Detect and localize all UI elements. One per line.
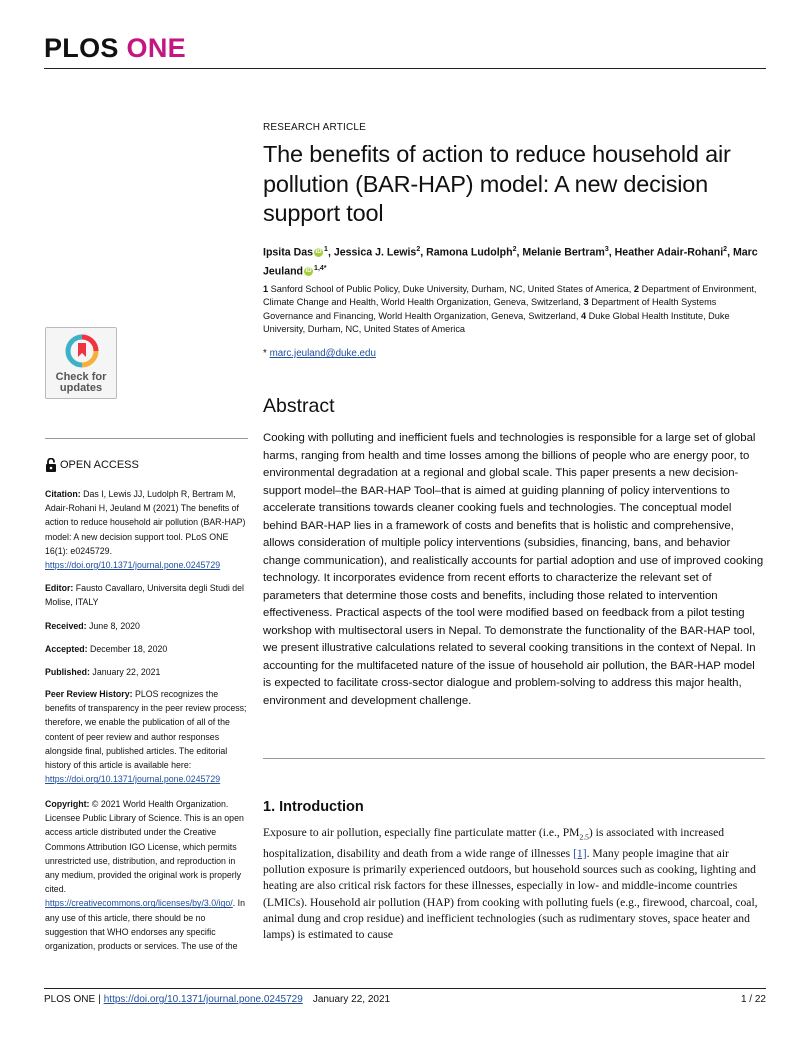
- author-name: Jessica J. Lewis: [333, 246, 417, 259]
- article-title: The benefits of action to reduce household air pollution (BAR-HAP) model: A new decision support tool: [263, 141, 731, 226]
- license-link[interactable]: https://creativecommons.org/licenses/by/3.0/igo/: [45, 898, 233, 909]
- affiliation-number: 2: [633, 284, 642, 294]
- affiliation-text: Department of Health Systems Governance and Financing, World Health Organization, Geneva, Switzerland,: [263, 297, 717, 321]
- reference-link[interactable]: [1]: [573, 846, 587, 860]
- affiliation-text: Duke Global Health Institute, Duke University, Durham, NC, United States of America: [263, 310, 730, 335]
- affiliation-number: 3: [583, 297, 592, 308]
- footer-date: January 22, 2021: [312, 994, 391, 1005]
- peer-review-link[interactable]: https://doi.org/10.1371/journal.pone.0245729: [45, 774, 221, 785]
- footer-journal: PLOS ONE: [44, 994, 96, 1005]
- received-block: Received: June 8, 2020: [45, 621, 140, 631]
- peer-review-block: Peer Review History: PLOS recognizes the benefits of transparency in the peer review process; therefore, we enable the publication of all of the content of peer review and author responses alongside final, published articles. The editorial history of this article is available here: https://doi.org/10.1371/journal.pone.0245729: [45, 689, 247, 785]
- corresponding-author: * marc.jeuland@duke.edu: [263, 348, 376, 359]
- author-name: Heather Adair-Rohani: [614, 246, 724, 259]
- author-affiliation-marker: 2: [416, 246, 421, 253]
- author-affiliation-marker: 2: [512, 246, 517, 253]
- header-rule: [44, 68, 766, 69]
- affiliation-number: 4: [581, 310, 589, 321]
- author-name: Melanie Bertram: [522, 246, 605, 259]
- crossmark-icon: [64, 333, 100, 369]
- citation-doi-link[interactable]: https://doi.org/10.1371/journal.pone.0245729: [45, 560, 221, 571]
- corresponding-email-link[interactable]: marc.jeuland@duke.edu: [269, 348, 376, 359]
- author-affiliation-marker: 2: [723, 246, 728, 253]
- author-affiliation-marker: 3: [604, 246, 609, 253]
- affiliation-text: Department of Environment, Climate Change and Health, World Health Organization, Geneva, Switzerland,: [263, 284, 757, 308]
- affiliation-text: Sanford School of Public Policy, Duke University, Durham, NC, United States of America,: [270, 284, 634, 294]
- author-name: Ramona Ludolph: [426, 246, 513, 259]
- author-affiliation-marker: 1: [324, 246, 328, 253]
- accepted-block: Accepted: December 18, 2020: [45, 644, 168, 654]
- affiliation-number: 1: [263, 284, 271, 294]
- journal-logo: [44, 33, 186, 64]
- citation-block: Citation: Das I, Lewis JJ, Ludolph R, Bertram M, Adair-Rohani H, Jeuland M (2021) The benefits of action to reduce household air pollution (BAR-HAP) model: A new decision support tool. PLoS ONE 16(1): e0245729. https://doi.org/10.1371/journal.pone.0245729: [45, 489, 246, 571]
- crossmark-label: Check for updates: [55, 371, 107, 394]
- abstract-text: Cooking with polluting and inefficient fuels and technologies is responsible for a large set of global harms, ranging from health and time losses among the billions of people who are energy poor, to environmental degradation at a regional and global scale. This paper presents a new decision-support model–the BAR-HAP Tool–that is aimed at guiding planning of policy interventions to accelerate transitions towards cleaner cooking fuels and technologies. The conceptual model behind BAR-HAP lies in a framework of costs and benefits that is holistic and comprehensive, allows consideration of multiple policy interventions (subsidies, financing, bans, and behavior change communication), and realistically accounts for partial adoption and use of improved cooking technology. It incorporates evidence from recent efforts to characterize the relevant set of parameters that determine those costs and benefits, including those related to intervention effectiveness. Practical aspects of the tool were modified based on feedback from a pilot testing workshop with multisectoral users in Nepal. To demonstrate the functionality of the BAR-HAP tool, we present illustrative calculations related to several cooking transitions in the context of Nepal. In accounting for the multifaceted nature of the issue of household air pollution, the BAR-HAP model is expected to facilitate cross-sector dialogue and problem-solving to address this major health, environment and development challenge.: [263, 432, 764, 707]
- article-type: RESEARCH ARTICLE: [263, 122, 367, 133]
- author-name: Ipsita Das: [263, 246, 314, 259]
- logo-one: ONE: [126, 33, 186, 63]
- abstract-heading: Abstract: [263, 395, 335, 417]
- orcid-icon[interactable]: iD: [305, 267, 312, 274]
- published-block: Published: January 22, 2021: [45, 667, 161, 677]
- footer-doi-link[interactable]: https://doi.org/10.1371/journal.pone.0245729: [103, 994, 303, 1005]
- footer-rule: [44, 988, 766, 989]
- abstract-rule: [263, 758, 765, 759]
- page-number: 1 / 22: [740, 994, 766, 1005]
- introduction-heading: 1. Introduction: [263, 799, 364, 815]
- author-affiliation-marker: 1,4*: [314, 264, 327, 272]
- orcid-icon[interactable]: iD: [315, 249, 322, 256]
- affiliations: [263, 283, 765, 337]
- open-access-label: OPEN ACCESS: [45, 458, 139, 472]
- author-name: Marc Jeuland: [263, 246, 758, 278]
- introduction-text: Exposure to air pollution, especially fine particulate matter (i.e., $PM_{2.5}$) is associated with increased hospitalization, disability and death from a wide range of illnesses [1]. Many people imagine that air pollution exposure is primarily experienced outdoors, but household sources such as cooking, lighting and heating are also critical risk factors for these illnesses, especially in low- and middle-income countries (LMICs). Household air pollution (HAP) from cooking with polluting fuels (e.g., firewood, charcoal, coal, animal dung and crop residue) and inefficient technologies (such as rudimentary stoves, space heater and lamps) is estimated to cause: [263, 826, 758, 942]
- footer-separator: |: [98, 994, 101, 1005]
- author-list: Ipsita Das iD $^1$, Jessica J. Lewis$^2$, Ramona Ludolph$^2$, Melanie Bertram$^3$, Heather Adair-Rohani$^2$, Marc Jeuland iD $^{1,4*}$: [263, 246, 758, 278]
- copyright-block: Copyright: © 2021 World Health Organization. Licensee Public Library of Science. This is an open access article distributed under the Creative Commons Attribution IGO License, which permits unrestricted use, distribution, and reproduction in any medium, provided the original work is properly cited. https://creativecommons.org/licenses/by/3.0/igo/. In any use of this article, there should be no suggestion that WHO endorses any specific organization, products or services. The use of the: [45, 799, 245, 952]
- check-for-updates-badge[interactable]: [45, 327, 117, 399]
- editor-block: Editor: Fausto Cavallaro, Universita degli Studi del Molise, ITALY: [45, 583, 244, 608]
- sidebar-rule: [45, 438, 248, 439]
- logo-plos: PLOS: [44, 33, 119, 63]
- open-lock-icon: [45, 458, 57, 472]
- page-footer: [44, 994, 766, 1005]
